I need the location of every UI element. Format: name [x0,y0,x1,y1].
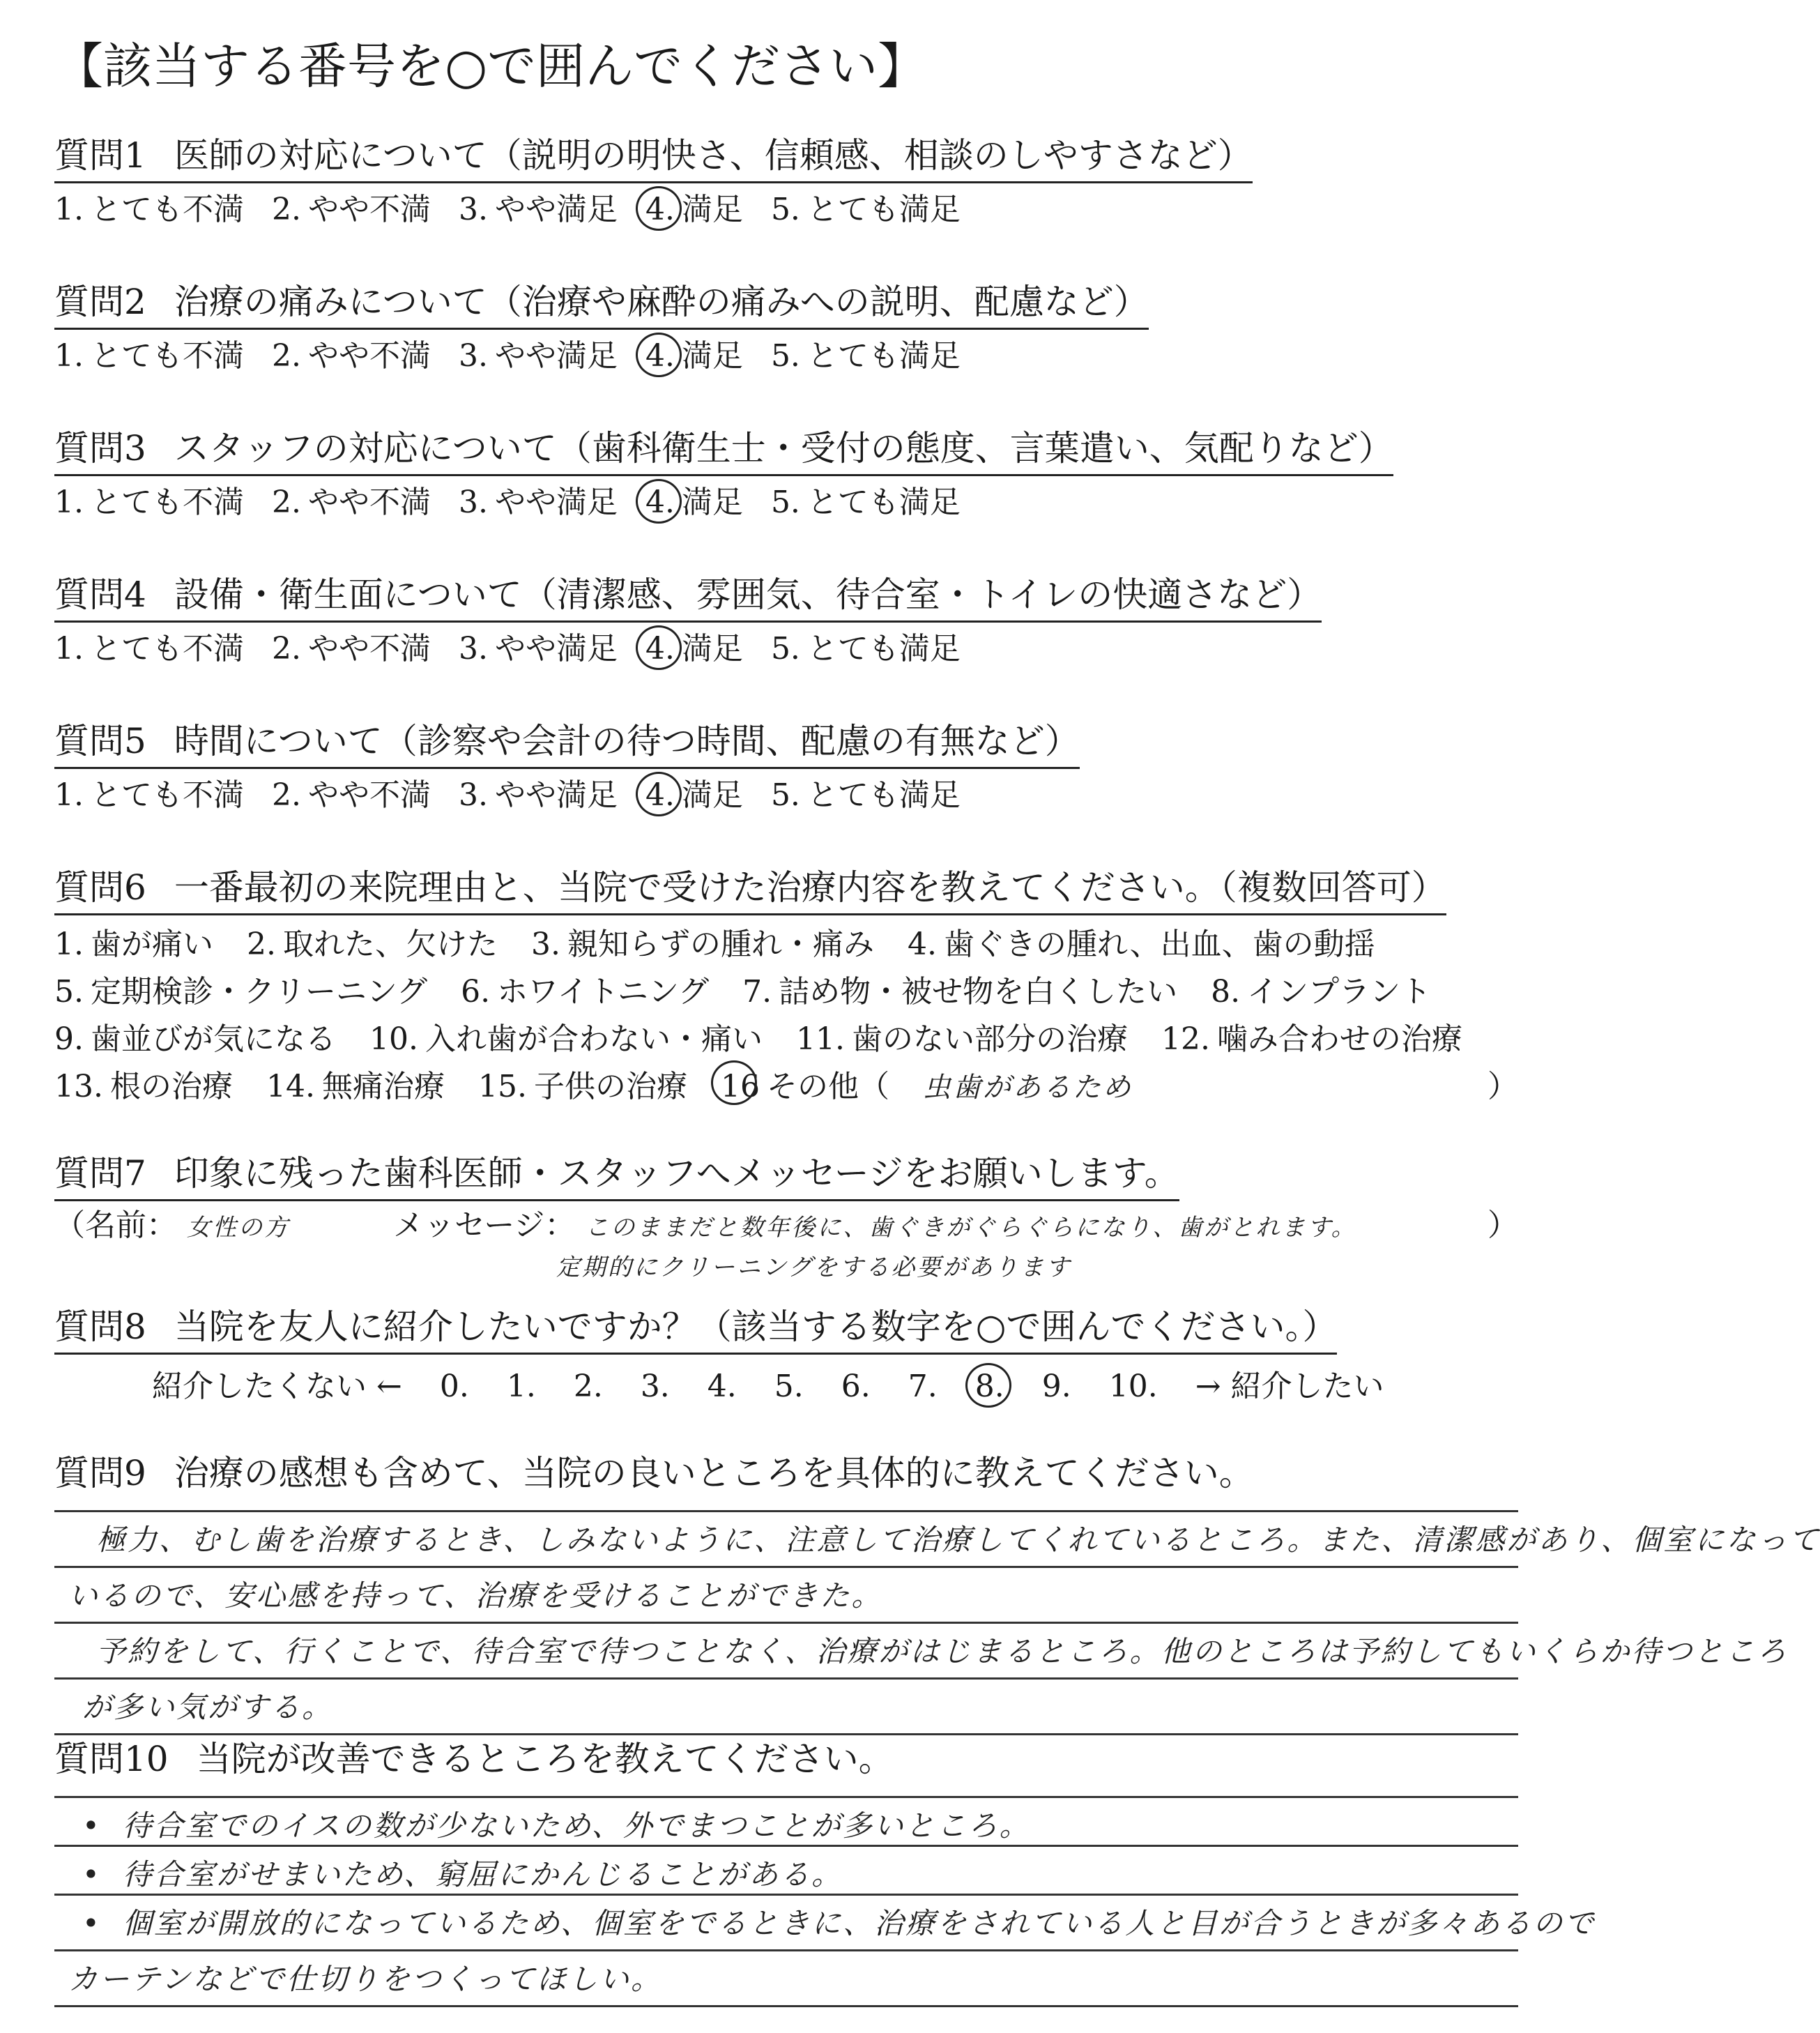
q10-line-3: • 個室が開放的になっているため、個室をでるときに、治療をされている人と目が合うときが多々あるので [82,1901,1596,1942]
question-9 [54,1450,1820,1754]
option-5[interactable]: 5. とても満足 [770,485,961,520]
question-3-heading [54,425,1393,476]
reason-5[interactable]: 5. 定期検診・クリーニング [54,974,428,1010]
question-5-options [54,775,1560,816]
question-9-text: 治療の感想も含めて、当院の良いところを具体的に教えてください。 [174,1453,1254,1493]
question-4-text: 設備・衛生面について（清潔感、雰囲気、待合室・トイレの快適さなど） [174,574,1322,615]
message-line-2[interactable]: 定期的にクリーニングをする必要があります [556,1254,1072,1281]
option-5[interactable]: 5. とても満足 [770,777,961,813]
option-2[interactable]: 2. やや不満 [271,631,431,667]
option-4-selected[interactable]: 4. 満足 [645,189,743,231]
question-2 [54,279,1560,377]
reason-6[interactable]: 6. ホワイトニング [461,974,710,1010]
scale-9[interactable]: 9. [1041,1369,1071,1404]
question-1-heading [54,132,1253,183]
option-2[interactable]: 2. やや不満 [271,192,431,227]
question-10-heading [54,1736,894,1785]
question-7-heading [54,1150,1179,1201]
question-3-number: 質問3 [54,428,146,469]
reason-2[interactable]: 2. 取れた、欠けた [246,927,498,962]
question-8-text: 当院を友人に紹介したいですか？（該当する数字を○で囲んでください。） [174,1307,1338,1347]
question-10-answer-area[interactable] [54,1796,1596,2033]
question-6 [54,865,1560,1111]
option-5[interactable]: 5. とても満足 [770,192,961,227]
question-7-answer [54,1205,1560,1289]
message-close-paren: ） [1488,1208,1518,1243]
question-9-answer-area[interactable] [54,1510,1820,1754]
other-close-paren: ） [1488,1069,1518,1104]
question-5 [54,718,1560,816]
question-4-options [54,628,1560,670]
question-2-heading [54,279,1149,330]
option-1[interactable]: 1. とても不満 [54,777,244,813]
reason-15[interactable]: 15. 子供の治療 [477,1069,687,1104]
scale-8-selected[interactable]: 8. [975,1366,1004,1408]
reason-10[interactable]: 10. 入れ歯が合わない・痛い [369,1021,763,1057]
question-5-text: 時間について（診察や会計の待つ時間、配慮の有無など） [174,721,1080,761]
scale-2[interactable]: 2. [573,1369,603,1404]
option-1[interactable]: 1. とても不満 [54,485,244,520]
question-6-options [54,921,1560,1111]
option-1[interactable]: 1. とても不満 [54,338,244,374]
reason-16-selected[interactable]: 16 その他（ [721,1063,889,1111]
q10-line-1: • 待合室でのイスの数が少ないため、外でまつことが多いところ。 [82,1803,1031,1845]
question-8-number: 質問8 [54,1307,146,1347]
option-4-selected[interactable]: 4. 満足 [645,482,743,524]
question-1-text: 医師の対応について（説明の明快さ、信頼感、相談のしやすさなど） [174,135,1253,176]
question-1-options [54,189,1560,231]
question-6-row-1 [54,921,1560,968]
question-4-heading [54,572,1322,623]
q9-line-1: 極力、むし歯を治療するとき、しみないように、注意して治療してくれているところ。また、清潔感があり、個室になって [96,1523,1820,1557]
reason-4[interactable]: 4. 歯ぐきの腫れ、出血、歯の動揺 [907,927,1375,962]
recommend-scale [54,1366,1560,1408]
question-8-heading [54,1304,1337,1355]
question-5-heading [54,718,1080,769]
reason-12[interactable]: 12. 噛み合わせの治療 [1161,1021,1462,1057]
option-3[interactable]: 3. やや満足 [458,485,618,520]
option-2[interactable]: 2. やや不満 [271,777,431,813]
option-4-selected[interactable]: 4. 満足 [645,628,743,670]
scale-0[interactable]: 0. [439,1369,469,1404]
question-4 [54,572,1560,670]
question-2-options [54,335,1560,377]
reason-3[interactable]: 3. 親知らずの腫れ・痛み [530,927,874,962]
message-label: メッセージ： [393,1208,576,1243]
scale-6[interactable]: 6. [841,1369,871,1404]
q10-line-2: • 待合室がせまいため、窮屈にかんじることがある。 [82,1852,843,1894]
reason-7[interactable]: 7. 詰め物・被せ物を白くしたい [742,974,1178,1010]
reason-14[interactable]: 14. 無痛治療 [266,1069,445,1104]
scale-10[interactable]: 10. [1108,1369,1158,1404]
question-6-row-4 [54,1063,1560,1111]
option-2[interactable]: 2. やや不満 [271,338,431,374]
question-5-number: 質問5 [54,721,146,761]
option-2[interactable]: 2. やや不満 [271,485,431,520]
question-6-row-2 [54,968,1560,1016]
question-10-text: 当院が改善できるところを教えてください。 [196,1739,894,1779]
option-4-selected[interactable]: 4. 満足 [645,775,743,816]
option-5[interactable]: 5. とても満足 [770,631,961,667]
question-9-number: 質問9 [54,1453,146,1493]
option-1[interactable]: 1. とても不満 [54,192,244,227]
question-2-text: 治療の痛みについて（治療や麻酔の痛みへの説明、配慮など） [174,282,1149,322]
question-3-options [54,482,1560,524]
question-4-number: 質問4 [54,574,146,615]
option-4-selected[interactable]: 4. 満足 [645,335,743,377]
question-3-text: スタッフの対応について（歯科衛生士・受付の態度、言葉遣い、気配りなど） [174,428,1393,469]
question-6-row-3 [54,1016,1560,1063]
question-3 [54,425,1560,524]
option-5[interactable]: 5. とても満足 [770,338,961,374]
scale-4[interactable]: 4. [707,1369,737,1404]
question-7 [54,1150,1560,1289]
scale-3[interactable]: 3. [640,1369,670,1404]
reason-13[interactable]: 13. 根の治療 [54,1069,233,1104]
scale-left-label: 紹介したくない ← [152,1369,402,1404]
q9-line-2: いるので、安心感を持って、治療を受けることができた。 [68,1578,883,1613]
reason-11[interactable]: 11. 歯のない部分の治療 [795,1021,1128,1057]
question-1 [54,132,1560,231]
q9-line-4: が多い気がする。 [82,1690,334,1724]
question-10 [54,1736,1596,2033]
scale-7[interactable]: 7. [908,1369,938,1404]
question-8 [54,1304,1560,1408]
question-6-number: 質問6 [54,867,146,908]
scale-1[interactable]: 1. [506,1369,536,1404]
option-3[interactable]: 3. やや満足 [458,192,618,227]
question-7-number: 質問7 [54,1153,146,1194]
question-9-heading [54,1450,1254,1499]
reason-1[interactable]: 1. 歯が痛い [54,927,213,962]
question-10-number: 質問10 [54,1739,169,1779]
question-7-text: 印象に残った歯科医師・スタッフへメッセージをお願いします。 [174,1153,1179,1194]
option-1[interactable]: 1. とても不満 [54,631,244,667]
reason-8[interactable]: 8. インプラント [1211,974,1432,1010]
question-1-number: 質問1 [54,135,146,176]
question-2-number: 質問2 [54,282,146,322]
reason-9[interactable]: 9. 歯並びが気になる [54,1021,336,1057]
other-reason-handwritten[interactable]: 虫歯があるため [922,1072,1133,1104]
name-label: （名前： [54,1208,177,1243]
option-3[interactable]: 3. やや満足 [458,338,618,374]
question-6-text: 一番最初の来院理由と、当院で受けた治療内容を教えてください。（複数回答可） [174,867,1446,908]
message-line-1[interactable]: このままだと数年後に、歯ぐきがぐらぐらになり、歯がとれます。 [585,1214,1357,1242]
page-title: 【該当する番号を○で囲んでください】 [54,38,927,95]
q9-line-3: 予約をして、行くことで、待合室で待つことなく、治療がはじまるところ。他のところは予約してもいくらか待つところ [96,1634,1789,1668]
question-6-heading [54,865,1446,915]
option-3[interactable]: 3. やや満足 [458,631,618,667]
scale-5[interactable]: 5. [774,1369,804,1404]
name-value[interactable]: 女性の方 [187,1214,290,1242]
option-3[interactable]: 3. やや満足 [458,777,618,813]
q10-line-4: カーテンなどで仕切りをつくってほしい。 [68,1962,663,1996]
scale-right-label: → 紹介したい [1195,1369,1384,1404]
